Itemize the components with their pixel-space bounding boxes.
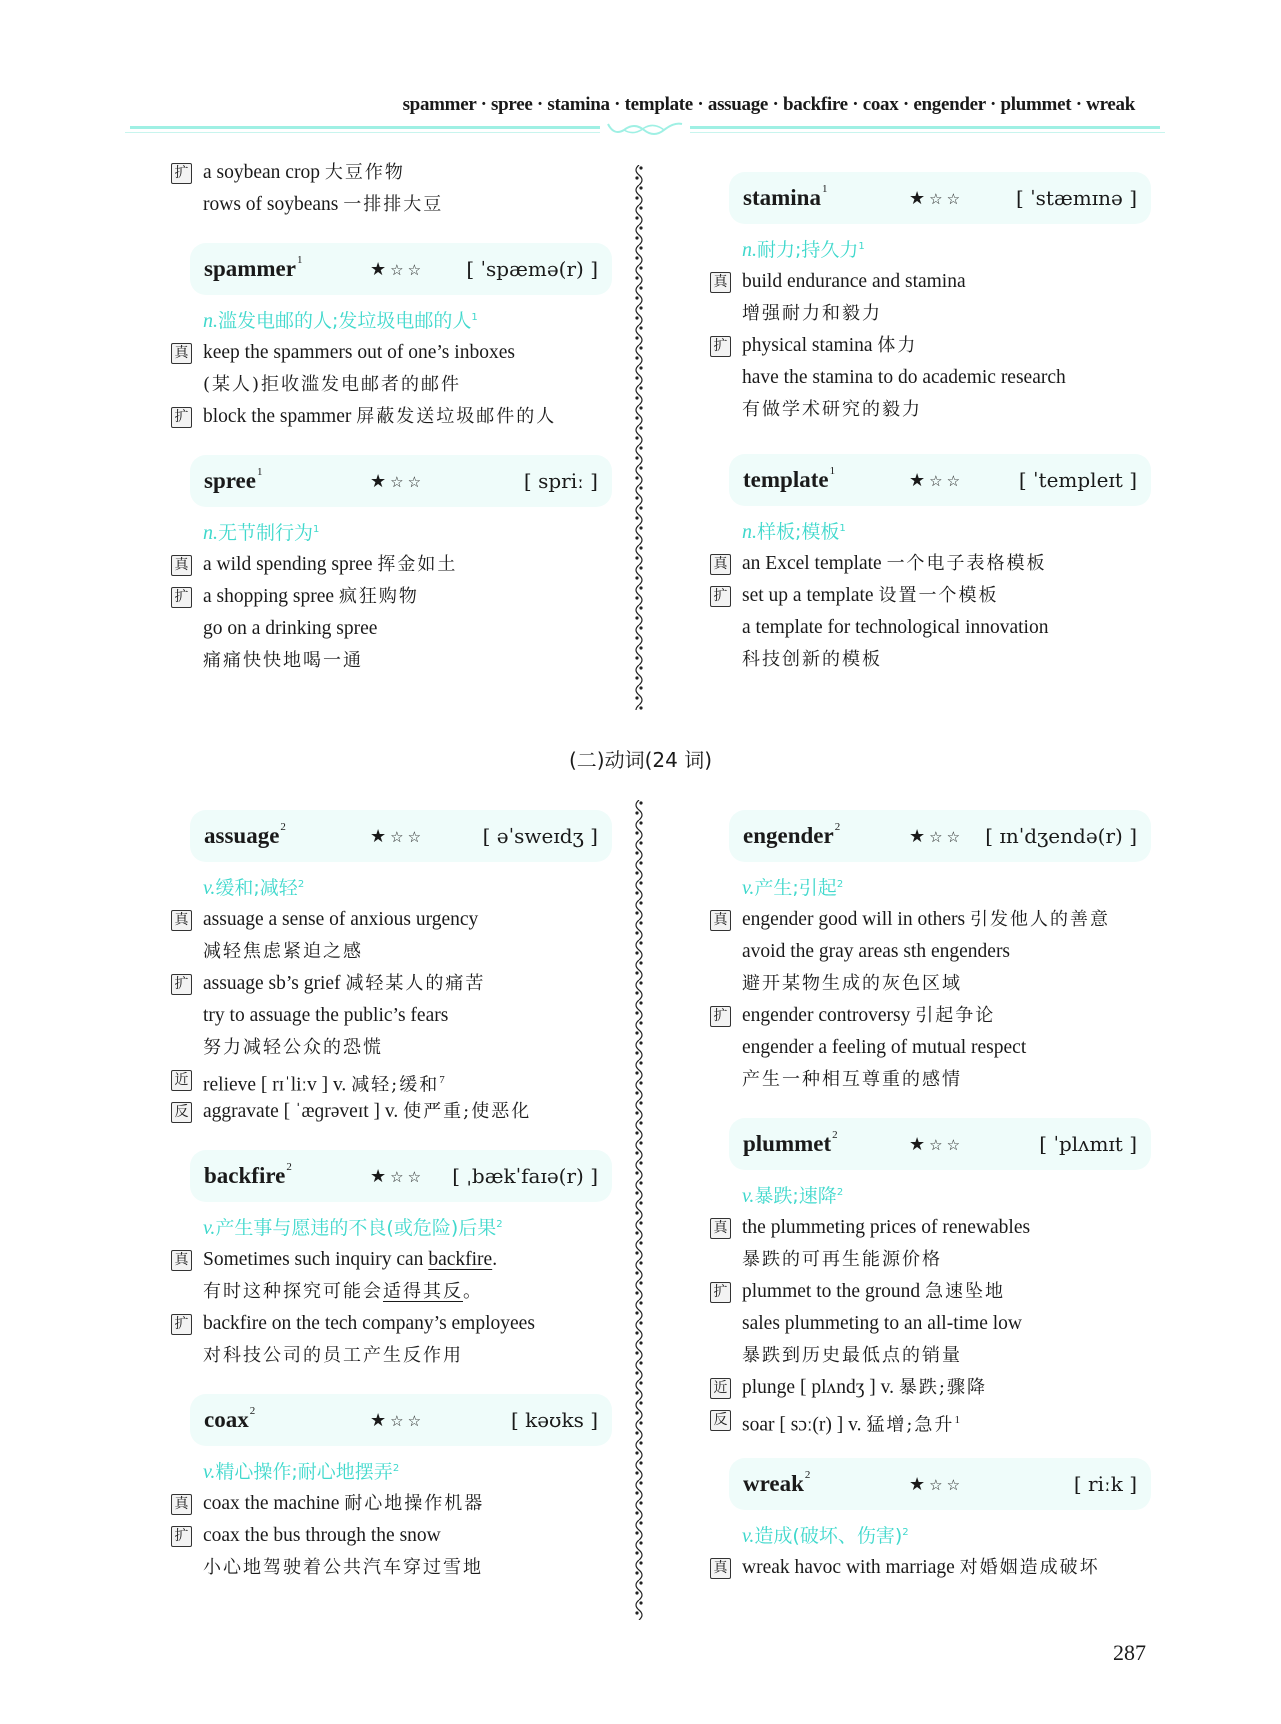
entry-header (190, 1150, 612, 1202)
example-line: a template for technological innovation (742, 617, 1049, 638)
extend-tag-icon: 扩 (710, 586, 731, 607)
example-line: 对科技公司的员工产生反作用 (203, 1345, 463, 1366)
example-line: 真 engender good will in others 引发他人的善意 (704, 904, 1184, 936)
antonym-line: 反 soar [ sɔː(r) ] v. 猛增;急升$^1$ (704, 1404, 1184, 1436)
sense: v.缓和;减轻$^2$ (203, 877, 305, 899)
real-tag-icon: 真 (710, 910, 731, 931)
sense: v.产生事与愿违的不良(或危险)后果$^2$ (203, 1217, 503, 1239)
extend-tag-icon: 扩 (171, 974, 192, 995)
example-line: 真 the plummeting prices of renewables (704, 1212, 1184, 1244)
phonetic: [ ˈtempleɪt ] (1018, 468, 1137, 492)
extend-tag-icon: 扩 (171, 1526, 192, 1547)
running-head: spammer · spree · stamina · template · assuage · backfire · coax · engender · plummet · wreak (402, 94, 1135, 115)
extend-tag-icon: 扩 (171, 407, 192, 428)
antonym-tag-icon: 反 (171, 1102, 192, 1123)
star-rating-icon: ★☆☆ (909, 469, 965, 491)
phonetic: [ ˈspæmə(r) ] (466, 257, 598, 281)
phonetic: [ əˈsweɪdʒ ] (482, 824, 598, 848)
example-line: 真 a wild spending spree 挥金如土 (165, 549, 645, 581)
example-line: 真 assuage a sense of anxious urgency (165, 904, 645, 936)
example-line: have the stamina to do academic research (742, 367, 1066, 388)
entry-spree (165, 455, 645, 677)
entry-plummet (704, 1118, 1184, 1436)
star-rating-icon: ★☆☆ (909, 1473, 965, 1495)
synonym-line: 近 relieve [ rɪˈliːv ] v. 减轻;缓和$^7$ (165, 1064, 645, 1096)
example-line: sales plummeting to an all-time low (742, 1313, 1022, 1334)
entry-header (729, 454, 1151, 506)
example-line: 扩 set up a template 设置一个模板 (704, 580, 1184, 612)
right-column-bottom (704, 810, 1184, 1584)
headword: spammer$^1$ (204, 254, 303, 281)
real-tag-icon: 真 (171, 343, 192, 364)
extend-tag-icon: 扩 (171, 1314, 192, 1335)
sense: n.样板;模板$^1$ (742, 521, 846, 543)
sense: v.精心操作;耐心地摆弄$^2$ (203, 1461, 400, 1483)
real-tag-icon: 真 (171, 555, 192, 576)
example-line: 小心地驾驶着公共汽车穿过雪地 (203, 1557, 483, 1578)
example-line: 有做学术研究的毅力 (742, 399, 922, 420)
example-line: 有时这种探究可能会适得其反。 (203, 1281, 483, 1302)
example-line: (某人)拒收滥发电邮者的邮件 (203, 374, 462, 395)
star-rating-icon: ★☆☆ (909, 1133, 965, 1155)
example-line: 扩 backfire on the tech company’s employees (165, 1308, 645, 1340)
star-rating-icon: ★☆☆ (370, 1165, 426, 1187)
example-line: 暴跌的可再生能源价格 (742, 1249, 942, 1270)
real-tag-icon: 真 (171, 1494, 192, 1515)
page-number: 287 (1113, 1640, 1146, 1665)
extend-tag-icon: 扩 (710, 1282, 731, 1303)
synonym-tag-icon: 近 (171, 1070, 192, 1091)
entry-header (190, 455, 612, 507)
headword: assuage$^2$ (204, 821, 286, 848)
entry-header (729, 810, 1151, 862)
example-line: 暴跌到历史最低点的销量 (742, 1345, 962, 1366)
ornament-icon (600, 120, 690, 138)
section-title: (二)动词(24 词) (568, 748, 713, 772)
phonetic: [ ˈplʌmɪt ] (1039, 1132, 1137, 1156)
antonym-tag-icon: 反 (710, 1410, 731, 1431)
star-rating-icon: ★☆☆ (370, 1409, 426, 1431)
example-line: 减轻焦虑紧迫之感 (203, 941, 363, 962)
entry-header (190, 1394, 612, 1446)
example-line: 产生一种相互尊重的感情 (742, 1069, 962, 1090)
star-rating-icon: ★☆☆ (909, 825, 965, 847)
example-line: 真 Sometimes such inquiry can backfire. (165, 1244, 645, 1276)
example-line: 真 keep the spammers out of one’s inboxes (165, 337, 645, 369)
entry-wreak (704, 1458, 1184, 1584)
example-line: 真 an Excel template 一个电子表格模板 (704, 548, 1184, 580)
headword: wreak$^2$ (743, 1469, 811, 1496)
example-line: 扩 a soybean crop 大豆作物 (165, 157, 645, 189)
real-tag-icon: 真 (710, 272, 731, 293)
left-column-bottom (165, 810, 645, 1584)
phonetic: [ spriː ] (523, 469, 598, 493)
headword: engender$^2$ (743, 821, 841, 848)
real-tag-icon: 真 (710, 554, 731, 575)
example-line: 扩 a shopping spree 疯狂购物 (165, 581, 645, 613)
sense: v.产生;引起$^2$ (742, 877, 844, 899)
extend-tag-icon: 扩 (171, 587, 192, 608)
example-line: 真 wreak havoc with marriage 对婚姻造成破坏 (704, 1552, 1184, 1584)
entry-header (190, 243, 612, 295)
real-tag-icon: 真 (171, 910, 192, 931)
headword: backfire$^2$ (204, 1161, 292, 1188)
example-line: try to assuage the public’s fears (203, 1005, 449, 1026)
real-tag-icon: 真 (710, 1558, 731, 1579)
entry-header (729, 172, 1151, 224)
entry-stamina (704, 172, 1184, 426)
real-tag-icon: 真 (171, 1250, 192, 1271)
example-line: 科技创新的模板 (742, 649, 882, 670)
headword: spree$^1$ (204, 466, 263, 493)
entry-template (704, 454, 1184, 676)
synonym-line: 近 plunge [ plʌndʒ ] v. 暴跌;骤降 (704, 1372, 1184, 1404)
example-line: avoid the gray areas sth engenders (742, 941, 1011, 962)
star-rating-icon: ★☆☆ (370, 258, 426, 280)
example-line: 痛痛快快地喝一通 (203, 650, 363, 671)
star-rating-icon: ★☆☆ (370, 470, 426, 492)
phonetic: [ ɪnˈdʒendə(r) ] (985, 824, 1137, 848)
extend-tag-icon: 扩 (171, 163, 192, 184)
entry-engender (704, 810, 1184, 1096)
synonym-tag-icon: 近 (710, 1378, 731, 1399)
sense: n.耐力;持久力$^1$ (742, 239, 865, 261)
sense: n.无节制行为$^1$ (203, 522, 320, 544)
example-line: rows of soybeans 一排排大豆 (203, 194, 444, 215)
example-line: 扩 engender controversy 引起争论 (704, 1000, 1184, 1032)
left-column-top (165, 157, 645, 677)
entry-spammer (165, 243, 645, 433)
entry-header (729, 1458, 1151, 1510)
example-line: 真 build endurance and stamina (704, 266, 1184, 298)
headword: plummet$^2$ (743, 1129, 838, 1156)
real-tag-icon: 真 (710, 1218, 731, 1239)
sense: n.滥发电邮的人;发垃圾电邮的人$^1$ (203, 310, 478, 332)
continuation-block (165, 157, 645, 221)
example-line: engender a feeling of mutual respect (742, 1037, 1027, 1058)
entry-header (190, 810, 612, 862)
example-line: go on a drinking spree (203, 618, 378, 639)
phonetic: [ kəʊks ] (510, 1408, 598, 1432)
example-line: 扩 physical stamina 体力 (704, 330, 1184, 362)
phonetic: [ ˌbækˈfaɪə(r) ] (452, 1164, 598, 1188)
entry-assuage (165, 810, 645, 1128)
example-line: 扩 block the spammer 屏蔽发送垃圾邮件的人 (165, 401, 645, 433)
example-line: 扩 plummet to the ground 急速坠地 (704, 1276, 1184, 1308)
star-rating-icon: ★☆☆ (370, 825, 426, 847)
extend-tag-icon: 扩 (710, 1006, 731, 1027)
headword: coax$^2$ (204, 1405, 256, 1432)
phonetic: [ ˈstæmɪnə ] (1016, 186, 1137, 210)
example-line: 扩 coax the bus through the snow (165, 1520, 645, 1552)
entry-backfire (165, 1150, 645, 1372)
example-line: 扩 assuage sb’s grief 减轻某人的痛苦 (165, 968, 645, 1000)
antonym-line: 反 aggravate [ ˈæɡrəveɪt ] v. 使严重;使恶化 (165, 1096, 645, 1128)
entry-coax (165, 1394, 645, 1584)
right-column-top (704, 172, 1184, 676)
example-line: 努力减轻公众的恐慌 (203, 1037, 383, 1058)
headword: template$^1$ (743, 465, 836, 492)
example-line: 真 coax the machine 耐心地操作机器 (165, 1488, 645, 1520)
sense: v.造成(破坏、伤害)$^2$ (742, 1525, 909, 1547)
star-rating-icon: ★☆☆ (909, 187, 965, 209)
example-line: 增强耐力和毅力 (742, 303, 882, 324)
example-line: 避开某物生成的灰色区域 (742, 973, 962, 994)
sense: v.暴跌;速降$^2$ (742, 1185, 844, 1207)
extend-tag-icon: 扩 (710, 336, 731, 357)
headword: stamina$^1$ (743, 183, 828, 210)
phonetic: [ riːk ] (1073, 1472, 1137, 1496)
entry-header (729, 1118, 1151, 1170)
